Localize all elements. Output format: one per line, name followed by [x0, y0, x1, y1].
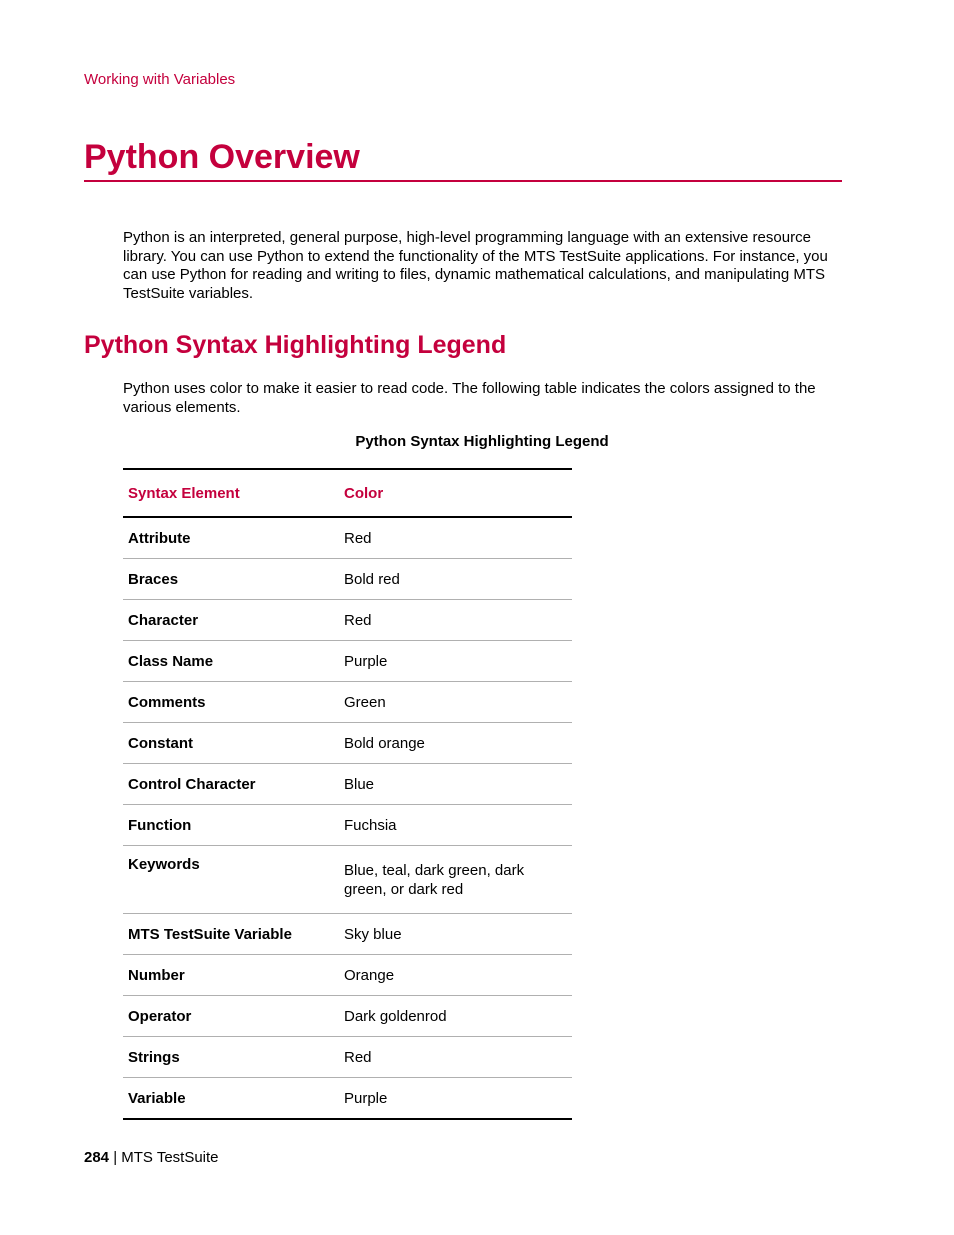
color-cell: Red [339, 600, 572, 641]
syntax-element-cell: Attribute [128, 529, 191, 547]
color-cell: Blue [339, 764, 572, 805]
page-title: Python Overview [84, 136, 842, 182]
table-row [123, 764, 572, 805]
color-cell: Purple [339, 1078, 572, 1120]
table-row [123, 641, 572, 682]
table-row [123, 955, 572, 996]
table-caption: Python Syntax Highlighting Legend [355, 433, 609, 450]
table-row [123, 805, 572, 846]
syntax-element-cell: Operator [123, 996, 339, 1037]
color-cell: Sky blue [339, 914, 572, 955]
color-cell: Purple [339, 641, 572, 682]
table-row [123, 682, 572, 723]
color-cell: Bold red [339, 559, 572, 600]
color-cell: Red [344, 529, 372, 547]
section-title: Python Syntax Highlighting Legend [84, 331, 507, 359]
color-cell: Orange [339, 955, 572, 996]
color-cell: Green [339, 682, 572, 723]
table-row [123, 723, 572, 764]
syntax-element-cell: Control Character [123, 764, 339, 805]
section-paragraph: Python uses color to make it easier to read code. The following table indicates the colors assigned to the various elements. [123, 380, 816, 416]
syntax-element-cell: MTS TestSuite Variable [123, 914, 339, 955]
table-row [123, 914, 572, 955]
syntax-element-cell: Comments [123, 682, 339, 723]
syntax-element-cell: Class Name [123, 641, 339, 682]
table-row [123, 846, 572, 914]
table-row [123, 996, 572, 1037]
footer-product: MTS TestSuite [121, 1149, 219, 1166]
table-row [123, 600, 572, 641]
header-syntax-element: Syntax Element [123, 469, 339, 517]
syntax-element-cell: Keywords [123, 846, 339, 914]
syntax-element-cell: Variable [123, 1078, 339, 1120]
header-color: Color [339, 469, 572, 517]
table-row [123, 1037, 572, 1078]
color-cell: Blue, teal, dark green, dark green, or dark red [339, 846, 572, 914]
syntax-element-cell: Braces [123, 559, 339, 600]
color-cell: Fuchsia [339, 805, 572, 846]
syntax-legend-table [123, 468, 572, 1120]
table-row [123, 559, 572, 600]
page-footer [84, 1149, 219, 1166]
table-row [123, 1078, 572, 1120]
color-cell: Bold orange [339, 723, 572, 764]
syntax-element-cell: Constant [123, 723, 339, 764]
syntax-element-cell: Function [123, 805, 339, 846]
intro-paragraph: Python is an interpreted, general purpose, high-level programming language with an extensive resource library. You can use Python to extend the functionality of the MTS TestSuite applications. For instance, you can use Python for reading and writing to files, dynamic mathematical calculations, and manipulating MTS TestSuite variables. [123, 229, 828, 302]
table-row [123, 517, 572, 559]
table-header-row [123, 469, 572, 517]
color-cell: Dark goldenrod [339, 996, 572, 1037]
page-number: 284 [84, 1149, 110, 1166]
syntax-element-cell: Number [123, 955, 339, 996]
color-cell: Red [339, 1037, 572, 1078]
syntax-element-cell: Strings [123, 1037, 339, 1078]
breadcrumb: Working with Variables [84, 71, 236, 88]
syntax-element-cell: Character [123, 600, 339, 641]
footer-separator: | [109, 1149, 122, 1166]
